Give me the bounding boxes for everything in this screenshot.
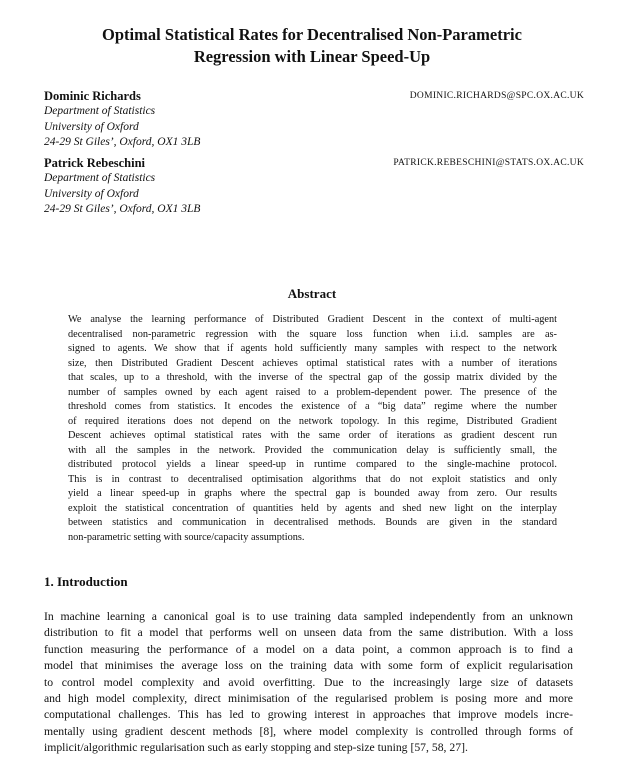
abstract-heading: Abstract: [287, 286, 337, 301]
intro-line: function measuring the performance of a model on a data point, a common approach is to find a: [44, 642, 573, 656]
title-line-1: Optimal Statistical Rates for Decentralised Non-Parametric: [102, 25, 522, 44]
author-address: 24-29 St Giles’, Oxford, OX1 3LB: [44, 203, 201, 215]
abstract-line: of required iterations does not depend on the network topology. In this regime, Distributed Gradient: [68, 415, 557, 427]
abstract-line: size, then Distributed Gradient Descent achieves optimal statistical rates with a number of iterations: [68, 357, 557, 369]
abstract-line: We analyse the learning performance of Distributed Gradient Descent in the context of multi-agent: [68, 314, 557, 325]
abstract-body: [68, 313, 557, 545]
abstract-line: between statistics and communication in decentralised methods. Bounds are given in the standard: [68, 517, 557, 528]
intro-line: and high model complexity, direct minimisation of the regularised problem is posing more and more: [44, 692, 573, 706]
author-name: Patrick Rebeschini: [44, 156, 146, 170]
abstract-line: This is in contrast to decentralised optimisation algorithms that do not exploit statistics and only: [68, 473, 557, 485]
intro-line: to control model complexity and avoid overfitting. Due to the increasingly large size of datasets: [44, 675, 573, 689]
intro-line: computational challenges. This has led to growing interest in approaches that improve models incre-: [44, 708, 573, 722]
author-email: PATRICK.REBESCHINI@STATS.OX.AC.UK: [393, 158, 584, 168]
abstract-line: Descent achieves optimal statistical rates with the same order of iterations as gradient descent run: [68, 430, 557, 441]
author-block-2: [44, 155, 584, 218]
author-university: University of Oxford: [44, 120, 139, 133]
abstract-line: distributed protocol yields a linear speed-up in runtime compared to the single-machine protocol.: [68, 459, 557, 470]
author-address: 24-29 St Giles’, Oxford, OX1 3LB: [44, 136, 201, 148]
abstract-line: number of samples owned by each agent raised to a problem-dependent power. The presence of the: [68, 386, 557, 398]
abstract-line: that scales, up to a threshold, with the inverse of the spectral gap of the gossip matrix divided by the: [68, 372, 557, 383]
abstract-line: threshold comes from statistics. It encodes the existence of a “big data” regime where the number: [68, 401, 557, 412]
author-email: DOMINIC.RICHARDS@SPC.OX.AC.UK: [409, 91, 584, 101]
abstract-line: decentralised non-parametric regression with the square loss function when i.i.d. samples are as-: [68, 328, 557, 340]
abstract-line: with all the samples in the network. Provided the communication delay is sufficiently small, the: [68, 444, 557, 456]
section-heading-introduction: 1. Introduction: [44, 574, 128, 589]
intro-line: model that minimises the average loss on the training data with some form of explicit regularisation: [44, 659, 573, 673]
title-line-2: Regression with Linear Speed-Up: [193, 47, 431, 66]
author-department: Department of Statistics: [44, 105, 156, 117]
author-department: Department of Statistics: [44, 172, 156, 184]
intro-line: distribution to fit a model that performs well on unseen data from the same distribution. With a loss: [44, 626, 573, 640]
introduction-body: [44, 609, 573, 757]
abstract-line: exploit the statistical concentration of quantities held by agents and shed new light on the interplay: [68, 502, 557, 514]
abstract-line: yield a linear speed-up in graphs where the spectral gap is bounded away from zero. Our results: [68, 488, 557, 499]
intro-line: mentally using gradient descent methods [8], where model complexity is controlled through forms of: [44, 724, 573, 738]
abstract-line: signed to agents. We show that if agents hold sufficiently many samples with respect to the network: [68, 343, 557, 354]
paper-title: [40, 24, 584, 68]
abstract-line: non-parametric setting with source/capacity assumptions.: [68, 531, 305, 543]
author-university: University of Oxford: [44, 187, 139, 200]
intro-line: In machine learning a canonical goal is to use training data sampled independently from an unknown: [44, 610, 573, 623]
intro-line: implicit/algorithmic regularisation such as early stopping and step-size tuning [57, 58, 27].: [44, 741, 468, 755]
author-block-1: [44, 88, 584, 151]
author-name: Dominic Richards: [44, 89, 141, 103]
